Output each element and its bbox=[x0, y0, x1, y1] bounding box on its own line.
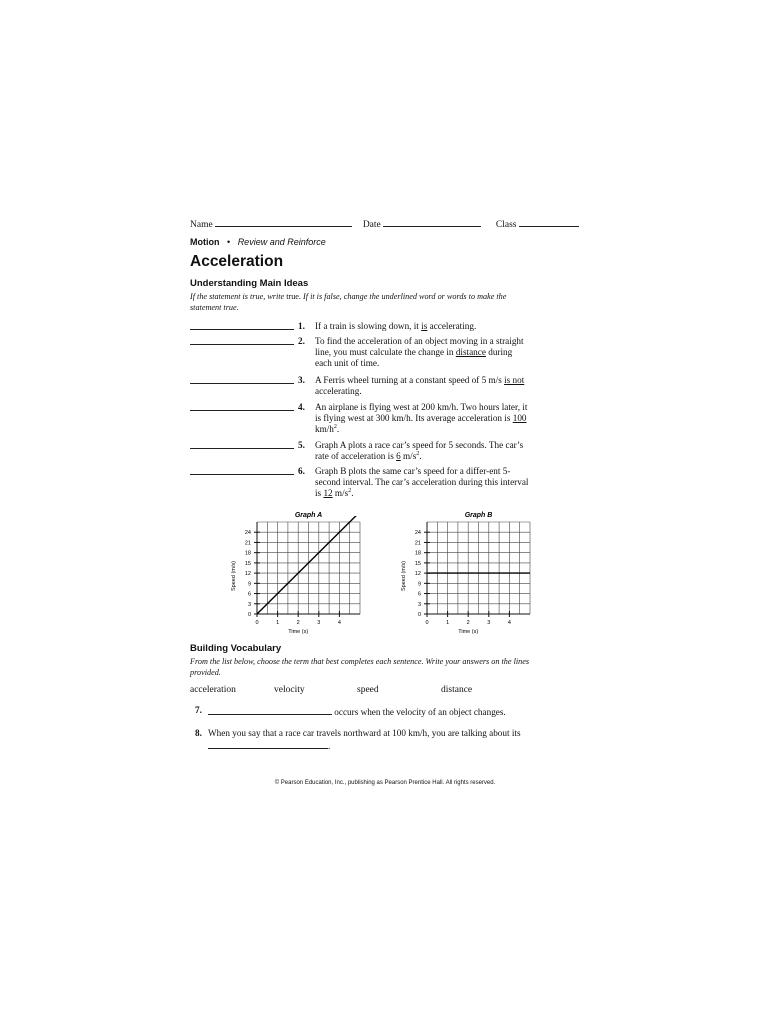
question-text: A Ferris wheel turning at a constant speed of 5 m/s is not accelerating. bbox=[315, 375, 525, 396]
question-7-text: occurs when the velocity of an object changes. bbox=[332, 707, 506, 717]
question-5 bbox=[190, 440, 540, 463]
question-number: 1. bbox=[298, 321, 305, 331]
y-tick-label: 3 bbox=[417, 601, 421, 608]
name-field[interactable] bbox=[215, 217, 352, 227]
answer-6-field[interactable] bbox=[190, 474, 294, 475]
question-3 bbox=[190, 375, 540, 398]
question-number: 4. bbox=[298, 402, 305, 412]
main-ideas-heading: Understanding Main Ideas bbox=[190, 278, 309, 289]
question-text: If a train is slowing down, it is accelerating. bbox=[315, 321, 477, 331]
x-axis-label: Time (s) bbox=[458, 629, 479, 635]
y-tick-label: 18 bbox=[244, 550, 251, 557]
x-tick-label: 4 bbox=[337, 620, 341, 626]
x-tick-label: 1 bbox=[276, 620, 280, 626]
y-axis-label: Speed (m/s) bbox=[231, 561, 237, 591]
question-text: Graph B plots the same car’s speed for a differ-ent 5-second interval. The car’s acceleration during this interval is 12 $m/s^2$. bbox=[315, 466, 529, 498]
x-tick-label: 0 bbox=[255, 620, 259, 626]
y-tick-label: 6 bbox=[247, 591, 251, 598]
x-tick-label: 0 bbox=[425, 620, 429, 626]
question-number: 8. bbox=[195, 728, 202, 738]
answer-5-field[interactable] bbox=[190, 448, 294, 449]
answer-4-field[interactable] bbox=[190, 410, 294, 411]
class-label: Class bbox=[495, 220, 517, 230]
y-tick-label: 24 bbox=[244, 530, 251, 537]
y-tick-label: 12 bbox=[414, 571, 421, 578]
question-number: 6. bbox=[298, 466, 305, 476]
y-tick-label: 24 bbox=[414, 530, 421, 537]
answer-3-field[interactable] bbox=[190, 383, 294, 384]
word-acceleration: acceleration bbox=[190, 685, 236, 695]
y-tick-label: 9 bbox=[247, 581, 251, 588]
vocab-heading: Building Vocabulary bbox=[190, 643, 282, 654]
underlined-term: 100 bbox=[512, 413, 527, 423]
x-tick-label: 4 bbox=[507, 620, 511, 626]
x-tick-label: 2 bbox=[466, 620, 470, 626]
question-number: 7. bbox=[195, 705, 202, 715]
y-axis-label: Speed (m/s) bbox=[401, 561, 407, 591]
y-tick-label: 18 bbox=[414, 550, 421, 557]
copyright-notice: © Pearson Education, Inc., publishing as Pearson Prentice Hall. All rights reserved. bbox=[274, 780, 496, 786]
course-name: Motion bbox=[190, 237, 220, 247]
underlined-term: is not bbox=[504, 375, 525, 385]
vocab-question-7 bbox=[190, 705, 535, 729]
student-info-header bbox=[190, 217, 580, 230]
vocab-question-8: 8. When you say that a race car travels northward at 100 km/h, you are talking about its . bbox=[195, 728, 521, 751]
y-tick-label: 0 bbox=[417, 612, 421, 618]
question-number: 5. bbox=[298, 440, 305, 450]
chart-title: Graph A bbox=[294, 512, 323, 519]
question-text: To find the acceleration of an object moving in a straight line, you must calculate the change in distance during each unit of time. bbox=[315, 336, 524, 368]
graph-a bbox=[222, 506, 372, 638]
main-ideas-instructions: If the statement is true, write true. If it is false, change the underlined word or words to make the statement true. bbox=[190, 292, 507, 312]
bullet: • bbox=[227, 237, 231, 247]
underlined-term: 12 bbox=[323, 488, 333, 498]
subject-line bbox=[190, 237, 326, 247]
x-tick-label: 3 bbox=[317, 620, 321, 626]
y-tick-label: 6 bbox=[417, 591, 421, 598]
date-field[interactable] bbox=[383, 217, 481, 227]
question-2 bbox=[190, 336, 540, 370]
section-name: Review and Reinforce bbox=[237, 237, 326, 247]
question-4 bbox=[190, 402, 540, 436]
word-distance: distance bbox=[441, 685, 473, 695]
question-6 bbox=[190, 466, 540, 500]
x-tick-label: 3 bbox=[487, 620, 491, 626]
word-speed: speed bbox=[357, 685, 379, 695]
question-8-text: When you say that a race car travels northward at 100 km/h, you are talking about its bbox=[208, 728, 521, 738]
name-label: Name bbox=[190, 220, 213, 230]
y-tick-label: 21 bbox=[414, 540, 421, 547]
y-tick-label: 3 bbox=[247, 601, 251, 608]
page-title: Acceleration bbox=[190, 253, 284, 270]
underlined-term: distance bbox=[455, 347, 486, 357]
question-number: 2. bbox=[298, 336, 305, 346]
vocab-instructions: From the list below, choose the term that best completes each sentence. Write your answers on the lines provided. bbox=[190, 657, 530, 677]
question-text: An airplane is flying west at 200 km/h. Two hours later, it is flying west at 300 km/h. Its average acceleration is 100 $km/h^2$. bbox=[315, 402, 528, 434]
x-tick-label: 1 bbox=[446, 620, 450, 626]
y-tick-label: 9 bbox=[417, 581, 421, 588]
x-tick-label: 2 bbox=[296, 620, 300, 626]
underlined-term: is bbox=[421, 321, 428, 331]
answer-1-field[interactable] bbox=[190, 329, 294, 330]
graph-b bbox=[392, 506, 542, 638]
answer-8-field[interactable] bbox=[208, 739, 328, 749]
question-number: 3. bbox=[298, 375, 305, 385]
y-tick-label: 21 bbox=[244, 540, 251, 547]
y-tick-label: 15 bbox=[244, 560, 251, 567]
class-field[interactable] bbox=[519, 217, 579, 227]
question-text: Graph A plots a race car’s speed for 5 seconds. The car’s rate of acceleration is 6 $m/s^2$. bbox=[315, 440, 524, 461]
chart-title: Graph B bbox=[464, 512, 493, 519]
underlined-term: 6 bbox=[396, 451, 401, 461]
y-tick-label: 12 bbox=[244, 571, 251, 578]
word-velocity: velocity bbox=[274, 685, 305, 695]
date-label: Date bbox=[362, 220, 381, 230]
answer-2-field[interactable] bbox=[190, 344, 294, 345]
x-axis-label: Time (s) bbox=[288, 629, 309, 635]
y-tick-label: 0 bbox=[247, 612, 251, 618]
question-1 bbox=[190, 321, 540, 333]
y-tick-label: 15 bbox=[414, 560, 421, 567]
answer-7-field[interactable] bbox=[208, 705, 332, 715]
